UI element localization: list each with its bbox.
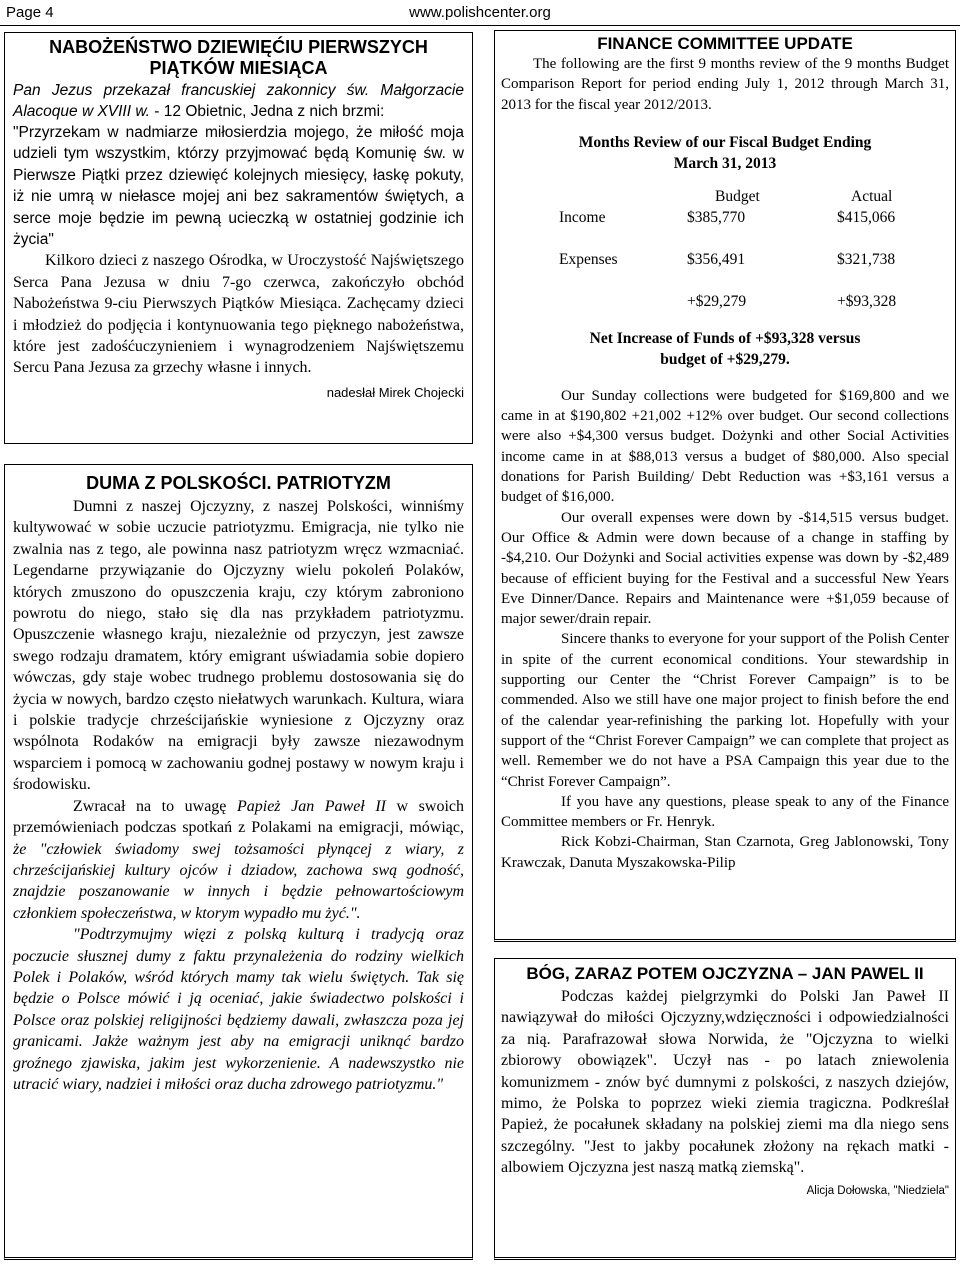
duma-paragraph-3: "Podtrzymujmy więzi z polską kulturą i tradycją oraz poczucie słusznej dumy z faktu przynależenia do rodziny wielkich Polek i Polaków, wśród których mamy tak wielu świętych. Tak się będzie o Polsce mówić i ją oceniać, jakie świadectwo polskości i Polsce oraz polskiej religijności będziemy dawali, zwłaszcza poza jej granicami. Jakże ważnym jest aby na emigracji uniknąć bardzo groźnego zjawiska, jakim jest wykorzenienie. A nadewszystko nie utracić wiary, nadziei i miłości oraz ducha zdrowego patriotyzmu."	[13, 926, 464, 1093]
budget-row-label: Income	[559, 208, 606, 226]
budget-row-budget: $385,770	[687, 208, 746, 226]
novena-intro-text: - 12 Obietnic, Jedna z nich brzmi:	[150, 103, 385, 120]
duma-p2-lead: Zwracał na to uwagę	[73, 797, 237, 815]
novena-subtitle: Pan Jezus przekazał francuskiej zakonnicy św. Małgorzacie Alacoque w XVIII w.	[13, 82, 464, 120]
page-header	[0, 0, 960, 26]
bog-signer: Alicja Dołowska, "Niedziela"	[806, 1184, 949, 1197]
budget-row-label: Expenses	[559, 250, 618, 268]
duma-p2-name: Papież Jan Paweł II	[236, 797, 386, 815]
budget-row-budget: $356,491	[687, 250, 746, 268]
article-bog	[494, 958, 956, 1260]
finance-paragraph-4: If you have any questions, please speak to any of the Finance Committee members or Fr. Henryk.	[501, 793, 949, 831]
finance-net-2: budget of +$29,279.	[660, 350, 790, 368]
budget-row-net	[559, 293, 947, 314]
novena-title	[13, 37, 464, 79]
duma-paragraph-2	[13, 796, 464, 924]
finance-title: FINANCE COMMITTEE UPDATE	[597, 34, 853, 53]
budget-row-actual: $415,066	[837, 208, 896, 226]
finance-paragraph-3: Sincere thanks to everyone for your support of the Polish Center in spite of the current economical conditions. Your stewardship in supporting our Center the “Christ Forever Campaign” is to be commended. Also we still have one major project to finish before the end of the calendar year-refinishing the parking lot. Hopefully with your support of the “Christ Forever Campaign” we can complete that project as well. Remember we do not have a PSA Campaign this year due to the “Christ Forever Campaign”.	[501, 631, 949, 790]
budget-header-actual: Actual	[851, 187, 893, 205]
duma-p2-quote: że "człowiek świadomy swej tożsamości płynącej z wiary, z chrześcijańskiej kultury ojców i dziadow, zachowa swą godność, znajdzie poszanowanie w innych i będzie pełnowartościowym członkiem społeczeństwa, w ktorym wypadło mu żyć.".	[13, 840, 464, 922]
budget-table-header	[559, 188, 947, 209]
budget-header-label	[559, 188, 687, 209]
novena-title-line1: NABOŻEŃSTWO DZIEWIĘĆIU PIERWSZYCH	[49, 37, 428, 57]
budget-row-expenses	[559, 251, 947, 272]
novena-paragraph-text: Kilkoro dzieci z naszego Ośrodka, w Uroczystość Najświętszego Serca Pana Jezusa w dniu 7-go czerwca, zakończyło obchód Nabożeństwa 9-ciu Pierwszych Piątków Miesiąca. Zachęcamy dzieci i młodzież do podjęcia i kontynuowania tego pięknego nabożeństwa, które jest zadośćuczynieniem i wynagrodzeniem Najświętszemu Sercu Pana Jezusa za grzechy własne i innych.	[13, 252, 464, 377]
budget-row-budget: +$29,279	[687, 292, 747, 310]
budget-header-budget: Budget	[715, 187, 760, 205]
duma-p2-rest: w swoich przemówieniach podczas spotkań z Polakami na emigracji, mówiąc,	[13, 797, 464, 837]
finance-committee-members: Rick Kobzi-Chairman, Stan Czarnota, Greg Jablonowski, Tony Krawczak, Danuta Myszakowska-Pilip	[501, 834, 949, 871]
finance-intro: The following are the first 9 months review of the 9 months Budget Comparison Report for period ending July 1, 2012 through March 31, 2013 for the fiscal year 2012/2013.	[501, 56, 949, 113]
page-number: Page 4	[6, 4, 54, 21]
budget-row-label	[559, 293, 687, 314]
finance-review-heading	[501, 132, 949, 174]
website-url[interactable]: www.polishcenter.org	[409, 4, 551, 21]
finance-net-1: Net Increase of Funds of +$93,328 versus	[589, 329, 861, 347]
novena-signer: nadesłał Mirek Chojecki	[326, 384, 464, 400]
article-finance	[494, 30, 956, 942]
duma-title: DUMA Z POLSKOŚCI. PATRIOTYZM	[86, 473, 391, 493]
finance-net-increase	[501, 328, 949, 370]
budget-row-income	[559, 209, 947, 230]
novena-paragraph	[13, 250, 464, 400]
finance-paragraph-2: Our overall expenses were down by -$14,515 versus budget. Our Office & Admin were down because of a change in staffing by -$4,210. Our Dożynki and Social activities expense was down by -$2,489 because of efficient buying for the Festival and a successful New Years Eve Dinner/Dance. Repairs and Maintenance were +$1,059 because of major sewer/drain repair.	[501, 509, 949, 628]
budget-table	[559, 188, 947, 314]
finance-review-heading-2: March 31, 2013	[673, 154, 777, 172]
duma-paragraph-1: Dumni z naszej Ojczyzny, z naszej Polskości, winniśmy kultywować w sobie uczucie patriotyzmu. Emigracja, nie tylko nie zwalnia nas z tego, ale powinna nasz patriotyzm wręcz wzmacniać. Legendarne przywiązanie do Ojczyzny wielu pokoleń Polaków, których zmuszono do opuszczenia kraju, czy którym zabroniono powrotu do niego, stało się dla nas przykładem patriotyzmu. Opuszczenie własnego kraju, niezależnie od przyczyn, jest zawsze swego rodzaju dramatem, który emigrant uświadamia sobie dopiero wówczas, gdy staje wobec trudnego problemu dostosowania się do życia w nowych, bardzo często niełatwych warunkach. Kultura, wiara i polskie tradycje chrześcijańskie wyniesione z Ojczyzny oraz wspólnota Rodaków na emigracji były zawsze niezawodnym wsparciem i pomocą w zachowaniu godnej postawy w nowym kraju i środowisku.	[13, 498, 464, 794]
budget-row-actual: +$93,328	[837, 292, 897, 310]
budget-row-actual: $321,738	[837, 250, 896, 268]
article-novena	[4, 32, 473, 444]
finance-review-heading-1: Months Review of our Fiscal Budget Ending	[578, 133, 872, 151]
novena-title-line2: PIĄTKÓW MIESIĄCA	[149, 58, 328, 78]
bog-paragraph: Podczas każdej pielgrzymki do Polski Jan Paweł II nawiązywał do miłości Ojczyzny,wdzięczności i odpowiedzialności za nią. Parafrazował słowa Norwida, że "Ojczyzna to wielki zbiorowy obowiązek". Uczył nas - po latach zniewolenia komunizmem - znów być dumnymi z polskości, z naszych dziejów, mimo, że Polska to poprzez wieki ziemia tragiczna. Podkreślał Papież, że pocałunek składany na polskiej ziemi ma dla niego sens szczególny. "Jest to jakby pocałunek złożony na rękach matki - albowiem Ojczyzna jest naszą matką ziemską".	[501, 988, 949, 1177]
finance-paragraph-1: Our Sunday collections were budgeted for $169,800 and we came in at $190,802 +21,002 +12% over budget. Our second collections were also +$4,300 versus budget. Dożynki and other Social Activities income came in at $88,013 versus a budget of $80,000. Also special donations for Parish Building/ Debt Reduction was +$3,161 versus a budget of $16,000.	[501, 387, 949, 506]
bog-title: BÓG, ZARAZ POTEM OJCZYZNA – JAN PAWEL II	[526, 964, 924, 983]
novena-intro	[13, 80, 464, 122]
article-duma	[4, 464, 473, 1260]
novena-quote: "Przyrzekam w nadmiarze miłosierdzia mojego, że miłość moja udzieli tym wszystkim, którzy przyjmować będą Komunię św. w Pierwsze Piątki przez dziewięć kolejnych miesięcy, łaskę pokuty, iż nie umrą w niełasce mojej ani bez sakramentów świętych, a serce moje będzie im pewną ucieczką w ostatniej godzinie ich życia"	[13, 124, 464, 249]
